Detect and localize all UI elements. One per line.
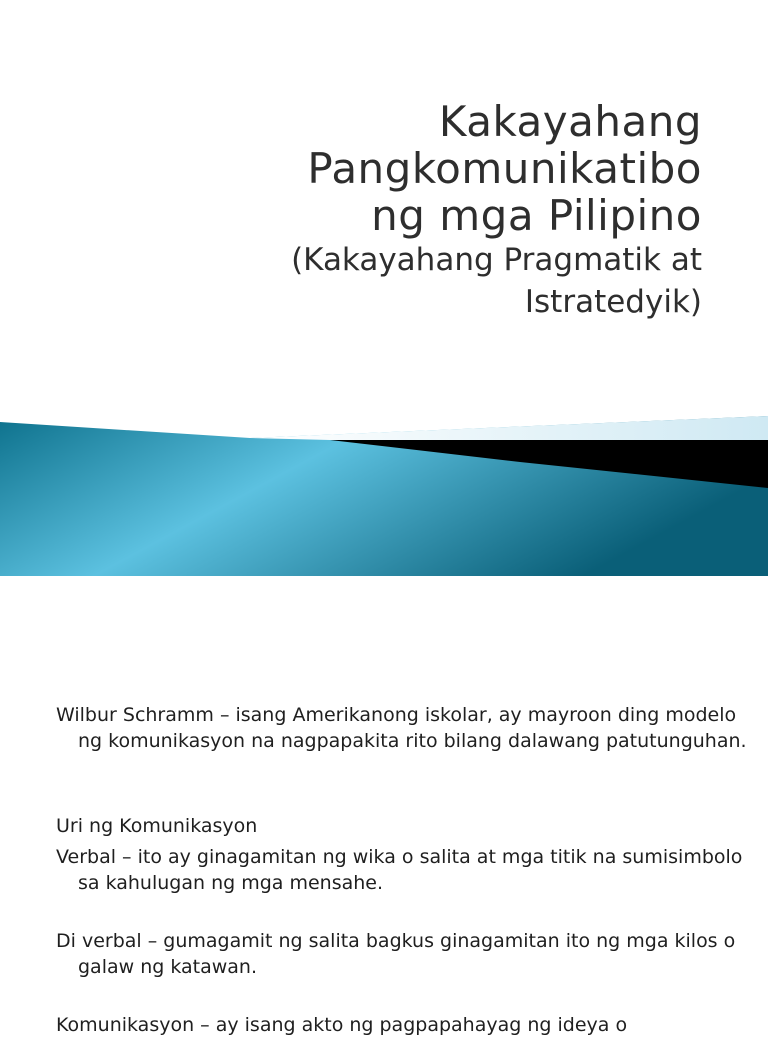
paragraph-komunikasyon: Komunikasyon – ay isang akto ng pagpapahayag ng ideya o	[56, 1014, 628, 1036]
paragraph-heading-uri: Uri ng Komunikasyon	[56, 815, 258, 837]
slide-title-line-1: Kakayahang	[438, 97, 702, 146]
slide-subtitle-line-1: (Kakayahang Pragmatik at	[291, 242, 702, 278]
slide-title-line-3: ng mga Pilipino	[371, 191, 702, 240]
paragraph-di-verbal: Di verbal – gumagamit ng salita bagkus ginagamitan ito ng mga kilos o galaw ng katawan.	[56, 930, 736, 978]
paragraph-schramm: Wilbur Schramm – isang Amerikanong iskolar, ay mayroon ding modelo ng komunikasyon na nagpapakita rito bilang dalawang patutunguhan.	[56, 704, 747, 752]
content-slide	[0, 576, 768, 1036]
decorative-banner	[0, 410, 768, 576]
slide-subtitle-line-2: Istratedyik)	[524, 284, 702, 320]
slide-title-block	[62, 98, 702, 323]
paragraph-verbal: Verbal – ito ay ginagamitan ng wika o salita at mga titik na sumisimbolo sa kahulugan ng mga mensahe.	[56, 846, 743, 894]
slide-title-line-2: Pangkomunikatibo	[307, 144, 702, 193]
